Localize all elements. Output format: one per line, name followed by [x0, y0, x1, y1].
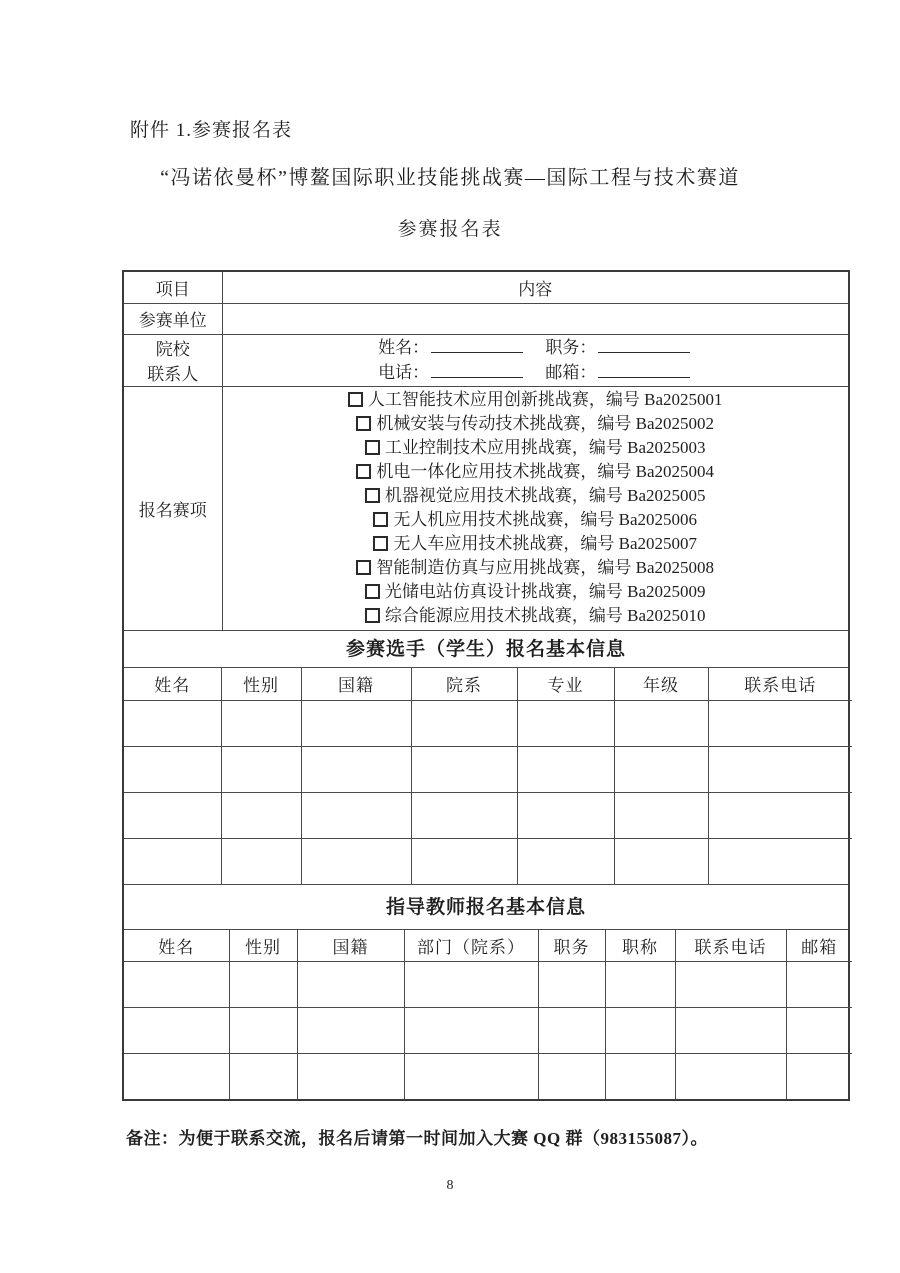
- contact-phone-label: 电话：: [378, 363, 430, 382]
- checkbox-icon: [365, 584, 380, 599]
- teacher-section-title: 指导教师报名基本信息: [124, 884, 848, 930]
- checkbox-icon: [348, 392, 363, 407]
- event-item-label: 智能制造仿真与应用挑战赛，编号 Ba2025008: [376, 558, 715, 578]
- table-header-row: [124, 272, 848, 303]
- event-item-label: 无人车应用技术挑战赛，编号 Ba2025007: [393, 534, 698, 554]
- unit-label: 参赛单位: [124, 303, 222, 334]
- contact-label-line2: 联系人: [147, 365, 199, 384]
- teacher-col-email: 邮箱: [786, 930, 852, 961]
- teacher-col-position: 职务: [538, 930, 605, 961]
- contact-label: [124, 334, 222, 386]
- unit-row: [124, 303, 848, 334]
- student-col-grade: 年级: [614, 668, 708, 700]
- event-item-label: 无人机应用技术挑战赛，编号 Ba2025006: [393, 510, 698, 530]
- item-column-header: 项目: [124, 272, 222, 303]
- event-item: [227, 508, 845, 532]
- checkbox-icon: [356, 416, 371, 431]
- student-empty-row: [124, 746, 852, 792]
- note-text: 备注：为便于联系交流，报名后请第一时间加入大赛 QQ 群（983155087）。: [126, 1129, 708, 1148]
- checkbox-icon: [365, 608, 380, 623]
- attachment-title: 附件 1.参赛报名表: [130, 120, 293, 141]
- contact-fields-line2: [227, 360, 845, 385]
- checkbox-icon: [365, 440, 380, 455]
- student-empty-row: [124, 700, 852, 746]
- teacher-col-nationality: 国籍: [297, 930, 404, 961]
- event-item-label: 光储电站仿真设计挑战赛，编号 Ba2025009: [384, 582, 706, 602]
- contact-position-blank: [598, 336, 690, 353]
- event-item-label: 机电一体化应用技术挑战赛，编号 Ba2025004: [376, 462, 715, 482]
- student-col-name: 姓名: [124, 668, 221, 700]
- event-item: [227, 580, 845, 604]
- content-column-header: 内容: [222, 272, 848, 303]
- student-col-major: 专业: [517, 668, 614, 700]
- student-info-table: [124, 668, 852, 884]
- event-item: [227, 388, 845, 412]
- page-number: 8: [446, 1178, 454, 1193]
- event-item-label: 机械安装与传动技术挑战赛，编号 Ba2025002: [376, 414, 715, 434]
- teacher-col-phone: 联系电话: [675, 930, 786, 961]
- registration-form: [122, 270, 850, 1101]
- contact-label-line1: 院校: [155, 340, 190, 359]
- teacher-empty-row: [124, 961, 852, 1007]
- contact-name-blank: [431, 336, 523, 353]
- contact-phone-blank: [431, 361, 523, 378]
- student-col-department: 院系: [411, 668, 517, 700]
- event-title: “冯诺依曼杯”博鳌国际职业技能挑战赛—国际工程与技术赛道: [160, 167, 740, 189]
- event-item: [227, 484, 845, 508]
- event-item: [227, 556, 845, 580]
- contact-position-label: 职务：: [545, 338, 597, 357]
- student-col-gender: 性别: [221, 668, 301, 700]
- checkbox-icon: [365, 488, 380, 503]
- checkbox-icon: [356, 560, 371, 575]
- student-col-phone: 联系电话: [708, 668, 852, 700]
- event-item: [227, 436, 845, 460]
- event-item: [227, 412, 845, 436]
- event-item: [227, 604, 845, 628]
- student-empty-row: [124, 792, 852, 838]
- events-row: [124, 386, 848, 630]
- checkbox-icon: [373, 536, 388, 551]
- event-item-label: 人工智能技术应用创新挑战赛，编号 Ba2025001: [367, 390, 723, 410]
- teacher-col-name: 姓名: [124, 930, 229, 961]
- teacher-col-gender: 性别: [229, 930, 297, 961]
- teacher-info-table: [124, 930, 852, 1099]
- contact-name-label: 姓名：: [378, 338, 430, 357]
- event-item-label: 工业控制技术应用挑战赛，编号 Ba2025003: [384, 438, 706, 458]
- teacher-col-title: 职称: [605, 930, 675, 961]
- event-item: [227, 532, 845, 556]
- student-section-title: 参赛选手（学生）报名基本信息: [124, 630, 848, 668]
- form-title: 参赛报名表: [397, 219, 503, 240]
- contact-fields-cell: [222, 334, 848, 386]
- main-info-table: [124, 272, 848, 630]
- checkbox-icon: [373, 512, 388, 527]
- contact-email-blank: [598, 361, 690, 378]
- checkbox-icon: [356, 464, 371, 479]
- student-header-row: [124, 668, 852, 700]
- teacher-empty-row: [124, 1053, 852, 1099]
- event-item: [227, 460, 845, 484]
- unit-value-cell: [222, 303, 848, 334]
- events-list-cell: [222, 386, 848, 630]
- contact-fields-line1: [227, 335, 845, 360]
- event-item-label: 综合能源应用技术挑战赛，编号 Ba2025010: [384, 606, 706, 626]
- event-item-label: 机器视觉应用技术挑战赛，编号 Ba2025005: [384, 486, 706, 506]
- teacher-header-row: [124, 930, 852, 961]
- contact-email-label: 邮箱：: [545, 363, 597, 382]
- contact-row: [124, 334, 848, 386]
- teacher-col-department: 部门（院系）: [404, 930, 538, 961]
- student-col-nationality: 国籍: [301, 668, 411, 700]
- student-empty-row: [124, 838, 852, 884]
- events-label: 报名赛项: [124, 386, 222, 630]
- teacher-empty-row: [124, 1007, 852, 1053]
